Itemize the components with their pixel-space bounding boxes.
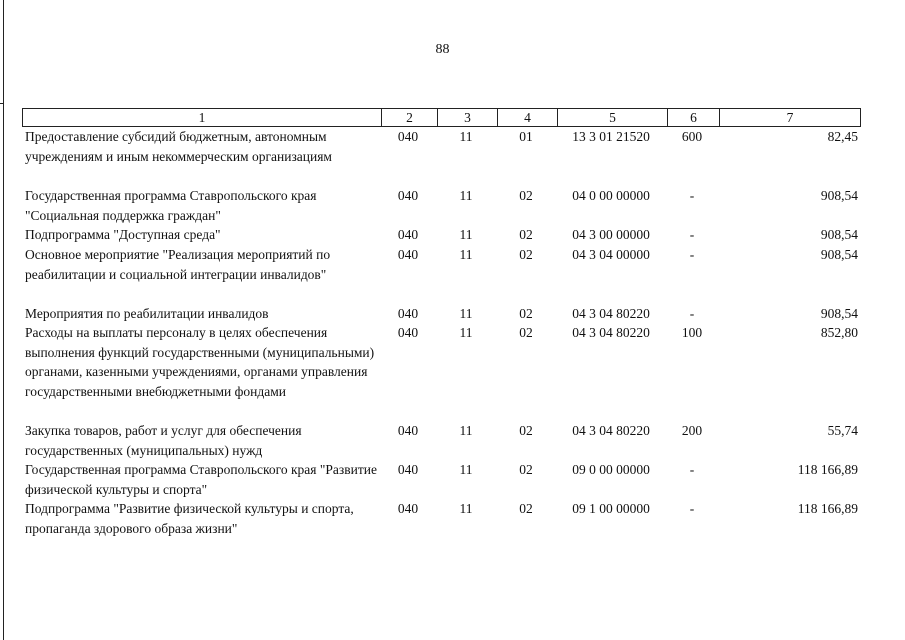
row-name: Подпрограмма "Развитие физической культуры и спорта, пропаганда здорового образа жизни" — [25, 501, 354, 536]
row-col-2: 040 — [397, 325, 419, 340]
row-col-7: 908,54 — [820, 188, 858, 203]
page-number: 88 — [435, 42, 450, 57]
header-col-3: 3 — [437, 109, 497, 126]
row-col-5: 04 0 00 00000 — [572, 188, 650, 203]
row-col-3: 11 — [459, 423, 473, 438]
row-col-4: 02 — [519, 501, 533, 516]
header-col-1: 1 — [198, 110, 206, 125]
table-header — [22, 108, 861, 127]
row-col-7: 852,80 — [820, 325, 858, 340]
header-col-4: 4 — [497, 109, 557, 126]
row-col-3: 11 — [459, 188, 473, 203]
row-col-5: 04 3 00 00000 — [572, 227, 650, 242]
row-name: Подпрограмма "Доступная среда" — [25, 227, 221, 242]
row-col-2: 040 — [397, 462, 419, 477]
row-col-6: - — [689, 501, 695, 516]
row-col-3: 11 — [459, 247, 473, 262]
row-col-5: 04 3 04 80220 — [572, 423, 650, 438]
row-col-7: 908,54 — [820, 247, 858, 262]
row-col-7: 82,45 — [827, 129, 858, 144]
row-col-4: 02 — [519, 325, 533, 340]
row-name: Мероприятия по реабилитации инвалидов — [25, 306, 269, 321]
row-col-7: 55,74 — [827, 423, 858, 438]
row-col-5: 09 1 00 00000 — [572, 501, 650, 516]
row-col-5: 04 3 04 00000 — [572, 247, 650, 262]
row-col-3: 11 — [459, 501, 473, 516]
row-name: Расходы на выплаты персоналу в целях обеспечения выполнения функций государственными (муниципальными) органами, казенными учреждениями, органами управления государственными внебюджетными фондами — [25, 325, 375, 399]
row-col-4: 02 — [519, 423, 533, 438]
header-col-7: 7 — [719, 109, 860, 126]
row-col-2: 040 — [397, 227, 419, 242]
row-col-4: 02 — [519, 306, 533, 321]
row-name: Закупка товаров, работ и услуг для обеспечения государственных (муниципальных) нужд — [25, 423, 302, 458]
row-col-4: 01 — [519, 129, 533, 144]
row-col-5: 09 0 00 00000 — [572, 462, 650, 477]
header-col-6: 6 — [667, 109, 719, 126]
row-name: Государственная программа Ставропольского края "Развитие физической культуры и спорта" — [25, 462, 377, 497]
header-col-2: 2 — [381, 109, 437, 126]
row-col-4: 02 — [519, 188, 533, 203]
row-col-3: 11 — [459, 306, 473, 321]
row-col-2: 040 — [397, 247, 419, 262]
row-col-6: - — [689, 247, 695, 262]
row-col-6: - — [689, 227, 695, 242]
row-col-3: 11 — [459, 325, 473, 340]
row-col-6: 200 — [681, 423, 703, 438]
row-col-2: 040 — [397, 306, 419, 321]
row-name: Предоставление субсидий бюджетным, автономным учреждениям и иным некоммерческим организациям — [25, 129, 332, 164]
row-col-5: 13 3 01 21520 — [572, 129, 650, 144]
row-col-2: 040 — [397, 129, 419, 144]
header-col-5: 5 — [557, 109, 667, 126]
row-col-7: 908,54 — [820, 227, 858, 242]
row-col-5: 04 3 04 80220 — [572, 306, 650, 321]
row-col-2: 040 — [397, 501, 419, 516]
row-col-3: 11 — [459, 227, 473, 242]
row-col-2: 040 — [397, 188, 419, 203]
row-col-6: - — [689, 462, 695, 477]
row-col-6: - — [689, 188, 695, 203]
row-col-6: 100 — [681, 325, 703, 340]
row-col-4: 02 — [519, 227, 533, 242]
left-margin-line — [3, 0, 4, 640]
row-col-6: 600 — [681, 129, 703, 144]
row-name: Государственная программа Ставропольского края "Социальная поддержка граждан" — [25, 188, 317, 223]
row-col-6: - — [689, 306, 695, 321]
row-name: Основное мероприятие "Реализация мероприятий по реабилитации и социальной интеграции инвалидов" — [25, 247, 331, 282]
row-col-4: 02 — [519, 247, 533, 262]
row-col-5: 04 3 04 80220 — [572, 325, 650, 340]
row-col-7: 118 166,89 — [797, 501, 858, 516]
row-col-3: 11 — [459, 462, 473, 477]
row-col-3: 11 — [459, 129, 473, 144]
row-col-7: 908,54 — [820, 306, 858, 321]
left-margin-tick — [0, 103, 4, 104]
row-col-7: 118 166,89 — [797, 462, 858, 477]
row-col-4: 02 — [519, 462, 533, 477]
row-col-2: 040 — [397, 423, 419, 438]
